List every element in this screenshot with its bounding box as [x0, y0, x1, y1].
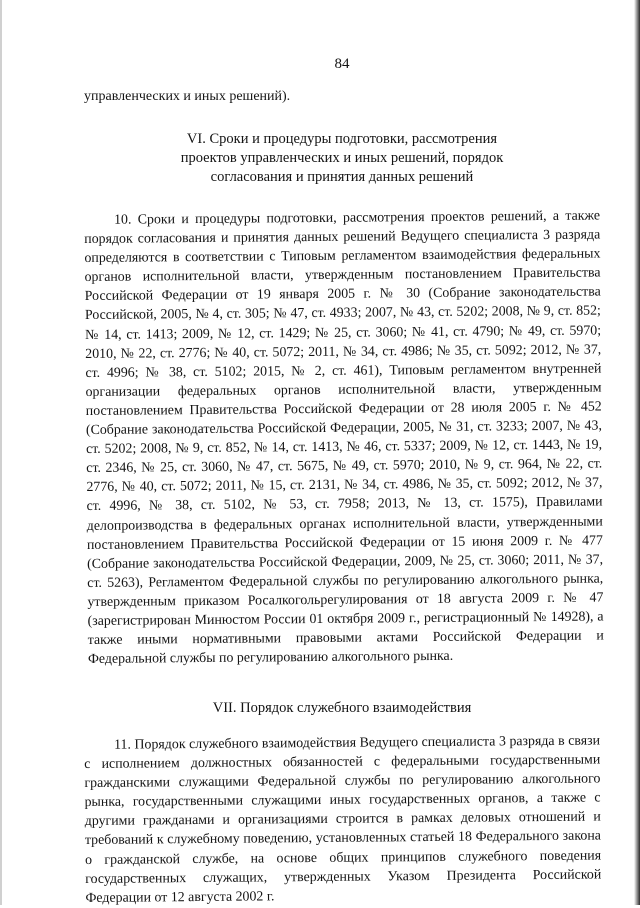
- section-6-title-line: VI. Сроки и процедуры подготовки, рассмотрения: [186, 131, 498, 147]
- paragraph-10: 10. Сроки и процедуры подготовки, рассмотрения проектов решений, а также порядок согласования и принятия данных решений Ведущего специалиста 3 разряда определяются в соответствии с Типовым регламентом взаимодействия федеральных органов исполнительной власти, утвержденным постановлением Правительства Российской Федерации от 19 января 2005 г. № 30 (Собрание законодательства Российской, 2005, № 4, ст. 305; № 47, ст. 4933; 2007, № 43, ст. 5202; 2008, № 9, ст. 852; № 14, ст. 1413; 2009, № 12, ст. 1429; № 25, ст. 3060; № 41, ст. 4790; № 49, ст. 5970; 2010, № 22, ст. 2776; № 40, ст. 5072; 2011, № 34, ст. 4986; № 35, ст. 5092; 2012, № 37, ст. 4996; № 38, ст. 5102; 2015, № 2, ст. 461), Типовым регламентом внутренней организации федеральных органов исполнительной власти, утвержденным постановлением Правительства Российской Федерации от 28 июля 2005 г. № 452 (Собрание законодательства Российской Федерации, 2005, № 31, ст. 3233; 2007, № 43, ст. 5202; 2008, № 9, ст. 852, № 14, ст. 1413, № 46, ст. 5337; 2009, № 12, ст. 1443, № 19, ст. 2346, № 25, ст. 3060, № 47, ст. 5675, № 49, ст. 5970; 2010, № 9, ст. 964, № 22, ст. 2776, № 40, ст. 5072; 2011, № 15, ст. 2131, № 34, ст. 4986, № 35, ст. 5092; 2012, № 37, ст. 4996, № 38, ст. 5102, № 53, ст. 7958; 2013, № 13, ст. 1575), Правилами делопроизводства в федеральных органах исполнительной власти, утвержденными постановлением Правительства Российской Федерации от 15 июня 2009 г. № 477 (Собрание законодательства Российской Федерации, 2009, № 25, ст. 3060; 2011, № 37, ст. 5263), Регламентом Федеральной службы по регулированию алкогольного рынка, утвержденным приказом Росалкогольрегулирования от 18 августа 2009 г. № 47 (зарегистрирован Минюстом России 01 октября 2009 г., регистрационный № 14928), а также иными нормативными правовыми актами Российской Федерации и Федеральной службы по регулированию алкогольного рынка.: [84, 208, 604, 668]
- scan-border-left: [0, 0, 2, 905]
- paragraph-11: 11. Порядок служебного взаимодействия Ведущего специалиста 3 разряда в связи с исполнением должностных обязанностей с федеральными государственными гражданскими служащими Федеральной службы по регулированию алкогольного рынка, государственными служащими иных государственных органов, а также с другими гражданами и организациями строится в рамках деловых отношений и требований к служебному поведению, установленных статьей 18 Федерального закона о гражданской службе, на основе общих принципов служебного поведения государственных служащих, утвержденных Указом Президента Российской Федерации от 12 августа 2002 г.: [84, 733, 602, 906]
- section-6-title: [84, 130, 600, 187]
- page-number: 84: [334, 56, 350, 72]
- scan-border-right: [634, 0, 640, 905]
- continuation-text: управленческих и иных решений).: [84, 89, 291, 104]
- section-7-title: VII. Порядок служебного взаимодействия: [212, 700, 472, 717]
- section-6-title-line: проектов управленческих и иных решений, порядок: [180, 150, 504, 166]
- section-6-title-line: согласования и принятия данных решений: [210, 169, 474, 185]
